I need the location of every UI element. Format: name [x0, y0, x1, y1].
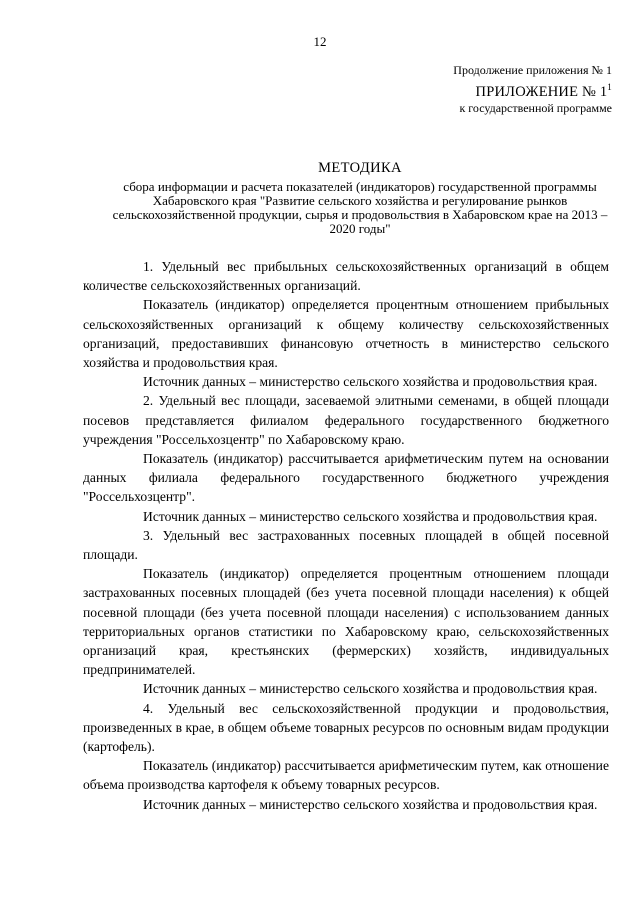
paragraph: 3. Удельный вес застрахованных посевных площадей в общей посевной площади.: [83, 527, 609, 563]
paragraph: 1. Удельный вес прибыльных сельскохозяйственных организаций в общем количестве сельскохозяйственных организаций.: [83, 259, 609, 294]
paragraph: Источник данных – министерство сельского хозяйства и продовольствия края.: [143, 374, 598, 390]
paragraph: Показатель (индикатор) рассчитывается арифметическим путем, как отношение объема производства картофеля к объему товарных ресурсов.: [83, 758, 609, 793]
appendix-subtitle: к государственной программе: [459, 101, 612, 115]
appendix-title: [392, 78, 612, 101]
document-body: [83, 257, 609, 814]
paragraph: Показатель (индикатор) определяется процентным отношением площади застрахованных посевных площадей (без учета посевной площади населения) к общей посевной площади (без учета посевной площади населения) с использованием данных территориальных органов статистики по Хабаровскому краю, сельскохозяйственных организаций края, крестьянских (фермерских) хозяйств, индивидуальных предпринимателей.: [83, 566, 609, 678]
paragraph: Источник данных – министерство сельского хозяйства и продовольствия края.: [143, 508, 598, 524]
appendix-superscript: 1: [607, 82, 612, 92]
appendix-title-text: ПРИЛОЖЕНИЕ № 1: [475, 84, 608, 100]
paragraph: 4. Удельный вес сельскохозяйственной продукции и продовольствия, произведенных в крае, в общем объеме товарных ресурсов по основным видам продукции (картофель).: [83, 700, 609, 755]
paragraph: 2. Удельный вес площади, засеваемой элитными семенами, в общей площади посевов представляется филиалом федерального государственного бюджетного учреждения "Россельхозцентр" по Хабаровскому краю.: [83, 393, 609, 447]
paragraph: Источник данных – министерство сельского хозяйства и продовольствия края.: [143, 796, 598, 812]
continuation-note: Продолжение приложения № 1: [453, 63, 612, 77]
paragraph: Показатель (индикатор) рассчитывается арифметическим путем на основании данных филиала федерального государственного бюджетного учреждения "Россельхозцентр".: [83, 451, 609, 505]
document-title: МЕТОДИКА: [318, 160, 402, 176]
paragraph: Показатель (индикатор) определяется процентным отношением прибыльных сельскохозяйственных организаций к общему количеству сельскохозяйственных организаций, предоставивших финансовую отчетность в министерство сельского хозяйства и продовольствия края.: [83, 297, 609, 371]
document-subtitle: сбора информации и расчета показателей (индикаторов) государственной программы Хабаровского края "Развитие сельского хозяйства и регулирование рынков сельскохозяйственной продукции, сырья и продовольствия в Хабаровском крае на 2013 – 2020 годы": [112, 179, 608, 236]
page-number: 12: [313, 34, 327, 49]
paragraph: Источник данных – министерство сельского хозяйства и продовольствия края.: [143, 681, 598, 697]
appendix-header: [392, 62, 612, 115]
